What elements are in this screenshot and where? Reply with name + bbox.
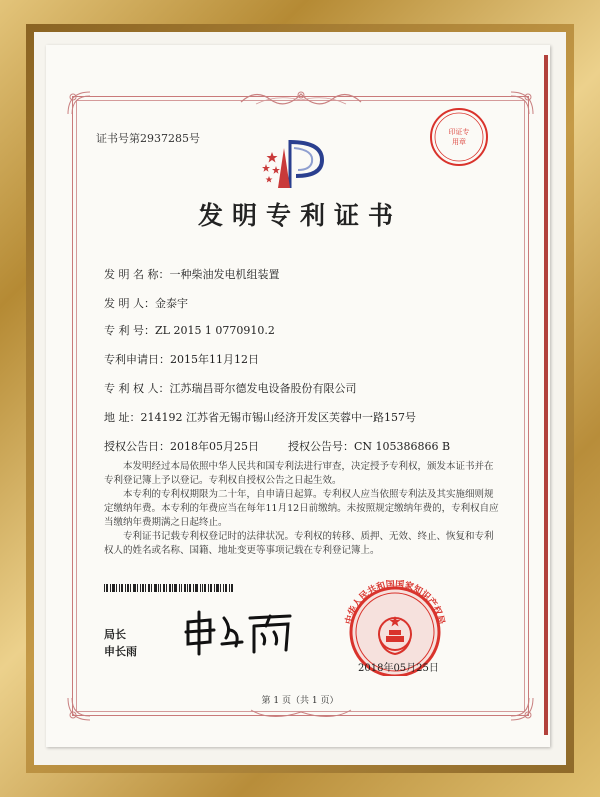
certificate-number: 证书号第2937285号 [96,132,200,145]
barcode-bar [181,584,182,592]
page-title: 发明专利证书 [197,201,402,230]
barcode-bar [158,584,159,592]
body-paragraph-1: 本发明经过本局依照中华人民共和国专利法进行审查，决定授予专利权，颁发本证书并在专利登记簿上予以登记。专利权自授权公告之日起生效。 [104,461,494,486]
barcode-bar [116,584,117,592]
barcode-bar [104,584,105,592]
inventor-row [104,295,188,311]
grant-date-value: 2018年05月25日 [170,440,259,453]
inventor-label: 发 明 人： [104,297,155,310]
barcode-bar [208,584,209,592]
barcode-bar [169,584,171,592]
director-name: 申长雨 [104,645,137,658]
certificate-body [104,460,502,558]
ornament-top-right [507,88,537,118]
barcode-bar [216,584,219,592]
barcode-bar [204,584,206,592]
filing-date-label: 专利申请日： [104,353,170,366]
barcode-bar [172,584,173,592]
svg-text:用章: 用章 [452,138,466,146]
address-row [104,409,416,425]
barcode-bar [110,584,111,592]
barcode-bar [231,584,233,592]
barcode-bar [160,584,161,592]
invention-name-value: 一种柴油发电机组装置 [169,268,280,281]
address-label: 地 址： [104,411,141,424]
patent-number-row [104,322,275,338]
invention-name-label: 发 明 名 称： [104,268,170,281]
seal-date: 2018年05月25日 [358,663,439,674]
barcode-bar [125,584,126,592]
grant-date-row [104,438,259,454]
barcode-bar [154,584,157,592]
small-red-seal-icon [428,106,490,168]
barcode-bar [145,584,146,592]
patent-number-value: ZL 2015 1 0770910.2 [155,324,275,337]
barcode-bar [121,584,123,592]
patentee-label: 专 利 权 人： [104,382,170,395]
patentee-row [104,380,357,396]
barcode-bar [148,584,150,592]
barcode-bar [223,584,224,592]
barcode-bar [200,584,201,592]
barcode-bar [166,584,167,592]
barcode-bar [187,584,188,592]
barcode-bar [163,584,165,592]
barcode-bar [229,584,230,592]
barcode-bar [189,584,191,592]
invention-name-row [104,266,280,282]
grant-date-label: 授权公告日： [104,440,170,453]
filing-date-row [104,351,259,367]
barcode-bar [106,584,108,592]
barcode-bar [137,584,138,592]
ornament-bottom-center [246,706,356,722]
handwritten-signature [180,608,300,656]
barcode-bar [214,584,215,592]
barcode-bar [174,584,177,592]
patentee-value: 江苏瑞昌哥尔德发电设备股份有限公司 [169,382,357,395]
barcode-bar [133,584,136,592]
barcode-bar [179,584,180,592]
seal-text: 中华人民共和国国家知识产权局 [344,580,446,626]
barcode-bar [195,584,198,592]
paper-red-edge [544,55,548,735]
patent-number-label: 专 利 号： [104,324,155,337]
barcode-bar [202,584,203,592]
barcode-bar [220,584,221,592]
barcode-bar [184,584,186,592]
barcode-bar [142,584,144,592]
patent-office-emblem-icon [262,134,332,194]
svg-text:印证专: 印证专 [448,128,470,136]
body-paragraph-3: 专利证书记载专利权登记时的法律状况。专利权的转移、质押、无效、终止、恢复和专利权人的姓名或名称、国籍、地址变更等事项记载在专利登记簿上。 [104,531,494,556]
filing-date-value: 2015年11月12日 [170,353,259,366]
grant-number-label: 授权公告号： [288,440,354,453]
inventor-value: 金泰宇 [155,297,188,310]
director-title: 局长 [104,628,126,641]
barcode-bar [119,584,120,592]
address-value: 214192 江苏省无锡市锡山经济开发区芙蓉中一路157号 [140,411,416,424]
barcode-bar [140,584,141,592]
grant-number-value: CN 105386866 B [354,440,451,453]
barcode-bar [210,584,212,592]
ornament-top-left [64,88,94,118]
barcode-bar [193,584,194,592]
page-number: 第 1 页（共 1 页） [261,696,339,706]
body-paragraph-2: 本专利的专利权期限为二十年，自申请日起算。专利权人应当依照专利法及其实施细则规定缴纳年费。本专利的年费应当在每年11月12日前缴纳。未按照规定缴纳年费的，专利权自应当缴纳年费期满之日起终止。 [104,489,499,528]
barcode-bar [112,584,115,592]
barcode-bar [130,584,131,592]
grant-number-row [288,438,450,454]
barcode-icon [104,584,234,592]
barcode-bar [151,584,152,592]
barcode-bar [127,584,129,592]
barcode-bar [225,584,227,592]
ornament-top-center [236,86,366,108]
